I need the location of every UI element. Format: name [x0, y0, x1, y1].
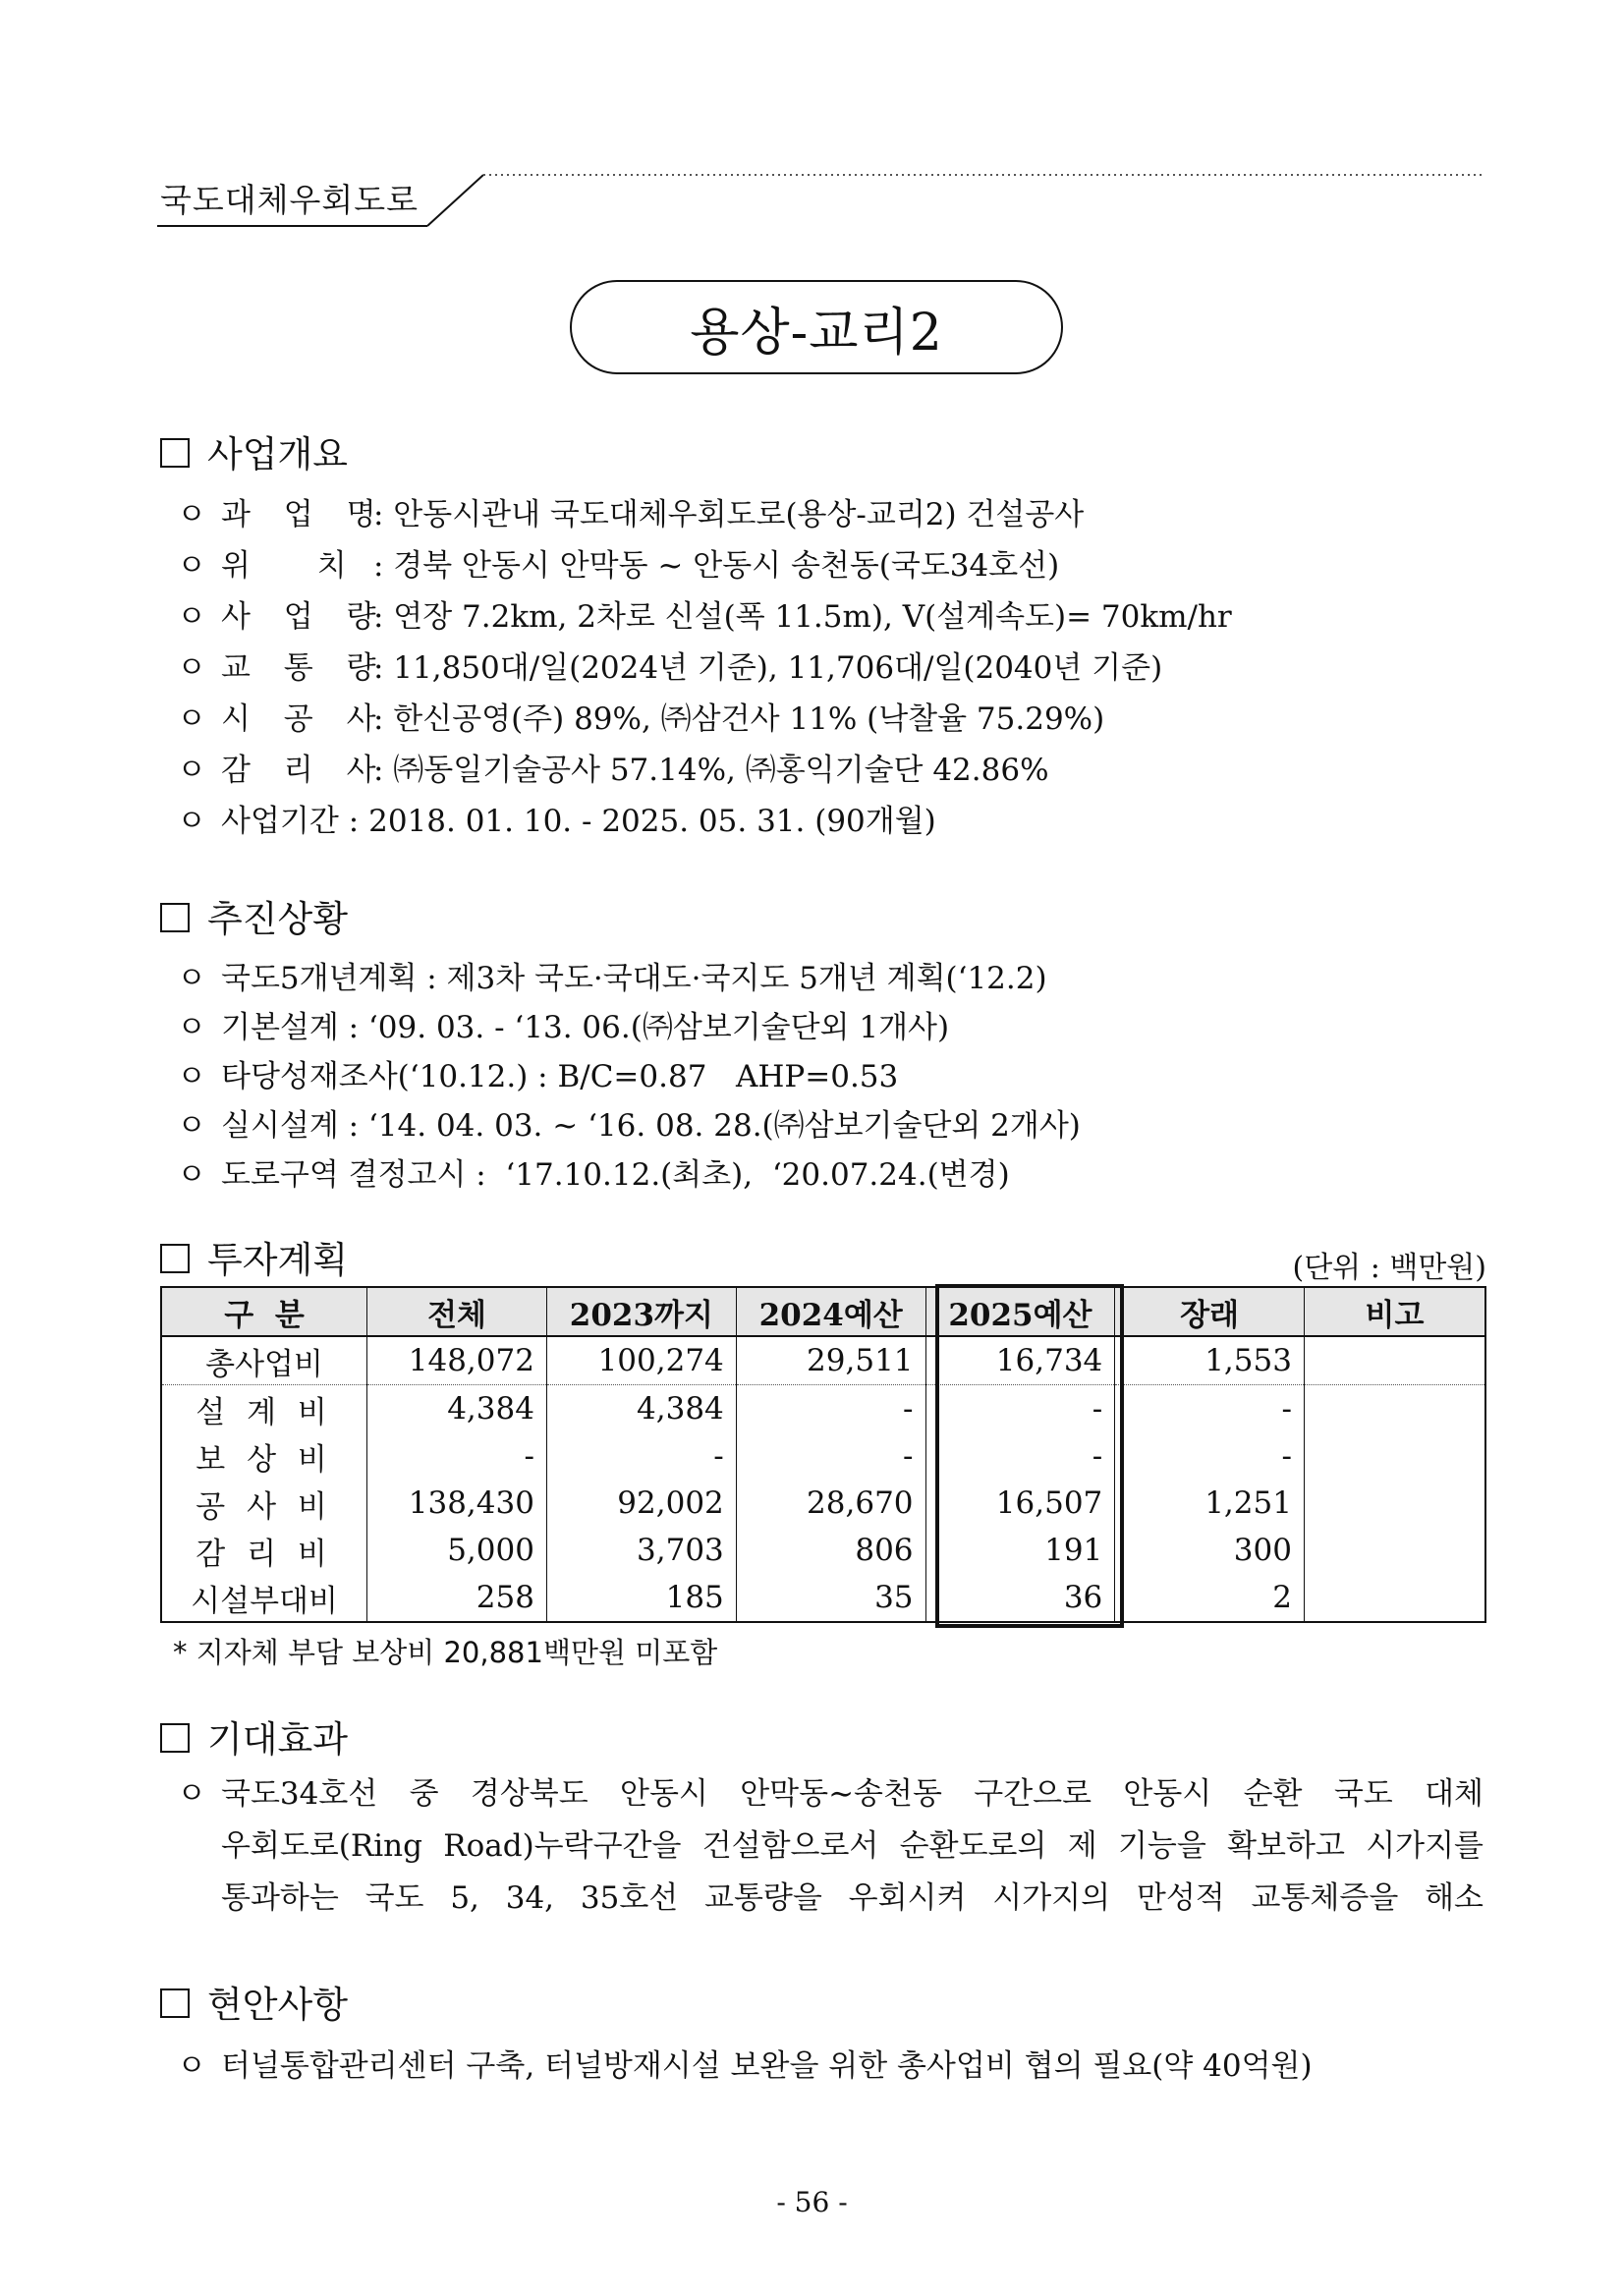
table-cell: - — [1115, 1385, 1305, 1433]
section-effect-heading: 기대효과 — [160, 1709, 348, 1763]
table-row — [161, 1336, 1485, 1385]
table-footnote: * 지자체 부담 보상비 20,881백만원 미포함 — [173, 1636, 718, 1669]
table-cell: 35 — [736, 1574, 925, 1622]
effect-line: ㅇ 국도34호선 중 경상북도 안동시 안막동∼송천동 구간으로 안동시 순환 국도 대체 — [177, 1776, 1484, 1812]
table-cell: 29,511 — [736, 1336, 925, 1385]
table-cell — [1304, 1336, 1485, 1385]
column-header: 2024예산 — [736, 1287, 925, 1336]
table-cell: 28,670 — [736, 1480, 925, 1527]
table-cell: - — [736, 1432, 925, 1480]
table-cell: 1,553 — [1115, 1336, 1305, 1385]
overview-item: ㅇ 사 업 량: 연장 7.2km, 2차로 신설(폭 11.5m), V(설계속도)= 70km/hr — [177, 599, 1232, 635]
column-header: 2023까지 — [546, 1287, 736, 1336]
progress-item: ㅇ 기본설계 : ‘09. 03. - ‘13. 06.(㈜삼보기술단외 1개사) — [177, 1010, 950, 1045]
page-title: 용상-교리2 — [570, 280, 1063, 374]
overview-item: ㅇ 위 치 : 경북 안동시 안막동 ~ 안동시 송천동(국도34호선) — [177, 548, 1060, 584]
header-label: 국도대체우회도로 — [160, 181, 420, 219]
section-investment-heading: 투자계획 — [160, 1230, 348, 1283]
section-progress-heading: 추진상황 — [160, 889, 348, 942]
table-row — [161, 1432, 1485, 1480]
table-cell: 806 — [736, 1527, 925, 1574]
table-cell — [1304, 1385, 1485, 1433]
table-cell: - — [367, 1432, 547, 1480]
table-row — [161, 1480, 1485, 1527]
table-cell: 16,507 — [925, 1480, 1115, 1527]
progress-item: ㅇ 실시설계 : ‘14. 04. 03. ~ ‘16. 08. 28.(㈜삼보기술단외 2개사) — [177, 1108, 1081, 1144]
table-row — [161, 1385, 1485, 1433]
table-cell — [1304, 1527, 1485, 1574]
checkbox-square-icon — [160, 1244, 190, 1273]
column-header: 비고 — [1304, 1287, 1485, 1336]
overview-item: ㅇ 시 공 사: 한신공영(주) 89%, ㈜삼건사 11% (낙찰율 75.29%) — [177, 701, 1105, 737]
overview-item: ㅇ 감 리 사: ㈜동일기술공사 57.14%, ㈜홍익기술단 42.86% — [177, 753, 1049, 788]
section-overview-heading: 사업개요 — [160, 424, 348, 477]
table-cell: 191 — [925, 1527, 1115, 1574]
column-header: 2025예산 — [925, 1287, 1115, 1336]
progress-item: ㅇ 국도5개년계획 : 제3차 국도·국대도·국지도 5개년 계획(‘12.2) — [177, 961, 1047, 996]
table-cell: 5,000 — [367, 1527, 547, 1574]
column-header: 장래 — [1115, 1287, 1305, 1336]
row-label: 설 계 비 — [161, 1385, 367, 1433]
overview-item: ㅇ 교 통 량: 11,850대/일(2024년 기준), 11,706대/일(2040년 기준) — [177, 650, 1163, 686]
row-label: 보 상 비 — [161, 1432, 367, 1480]
issues-item: ㅇ 터널통합관리센터 구축, 터널방재시설 보완을 위한 총사업비 협의 필요(약 40억원) — [177, 2048, 1313, 2084]
table-header-row — [161, 1287, 1485, 1336]
table-cell: 16,734 — [925, 1336, 1115, 1385]
table-row — [161, 1574, 1485, 1622]
table-cell: - — [925, 1432, 1115, 1480]
table-cell: 3,703 — [546, 1527, 736, 1574]
table-cell — [1304, 1432, 1485, 1480]
table-cell: 92,002 — [546, 1480, 736, 1527]
overview-item: ㅇ 과 업 명: 안동시관내 국도대체우회도로(용상-교리2) 건설공사 — [177, 497, 1085, 532]
table-row — [161, 1527, 1485, 1574]
progress-item: ㅇ 타당성재조사(‘10.12.) : B/C=0.87 AHP=0.53 — [177, 1059, 899, 1094]
overview-item: ㅇ 사업기간 : 2018. 01. 10. - 2025. 05. 31. (90개월) — [177, 804, 936, 839]
page-number: - 56 - — [776, 2186, 848, 2218]
table-cell: 258 — [367, 1574, 547, 1622]
table-cell: - — [925, 1385, 1115, 1433]
column-header: 구 분 — [161, 1287, 367, 1336]
table-cell: - — [546, 1432, 736, 1480]
checkbox-square-icon — [160, 438, 190, 468]
row-label: 시설부대비 — [161, 1574, 367, 1622]
checkbox-square-icon — [160, 1988, 190, 2018]
table-cell: 2 — [1115, 1574, 1305, 1622]
table-cell: 100,274 — [546, 1336, 736, 1385]
row-label: 총사업비 — [161, 1336, 367, 1385]
table-cell: 4,384 — [546, 1385, 736, 1433]
table-cell — [1304, 1574, 1485, 1622]
table-cell: 300 — [1115, 1527, 1305, 1574]
table-cell: - — [1115, 1432, 1305, 1480]
table-cell: 36 — [925, 1574, 1115, 1622]
table-cell: 1,251 — [1115, 1480, 1305, 1527]
unit-label: (단위 : 백만원) — [1292, 1251, 1486, 1285]
table-cell: 148,072 — [367, 1336, 547, 1385]
table-cell: 4,384 — [367, 1385, 547, 1433]
table-cell: 138,430 — [367, 1480, 547, 1527]
row-label: 감 리 비 — [161, 1527, 367, 1574]
effect-line: 우회도로(Ring Road)누락구간을 건설함으로서 순환도로의 제 기능을 확보하고 시가지를 — [221, 1828, 1484, 1864]
header-rule — [157, 157, 1484, 236]
investment-table — [160, 1286, 1486, 1623]
row-label: 공 사 비 — [161, 1480, 367, 1527]
table-cell: - — [736, 1385, 925, 1433]
section-issues-heading: 현안사항 — [160, 1975, 348, 2028]
checkbox-square-icon — [160, 1723, 190, 1753]
effect-paragraph — [177, 1768, 1484, 1925]
effect-line: 통과하는 국도 5, 34, 35호선 교통량을 우회시켜 시가지의 만성적 교통체증을 해소 — [221, 1880, 1484, 1916]
column-header: 전체 — [367, 1287, 547, 1336]
checkbox-square-icon — [160, 903, 190, 932]
table-cell — [1304, 1480, 1485, 1527]
progress-item: ㅇ 도로구역 결정고시 : ‘17.10.12.(최초), ‘20.07.24.(변경) — [177, 1157, 1010, 1193]
table-cell: 185 — [546, 1574, 736, 1622]
